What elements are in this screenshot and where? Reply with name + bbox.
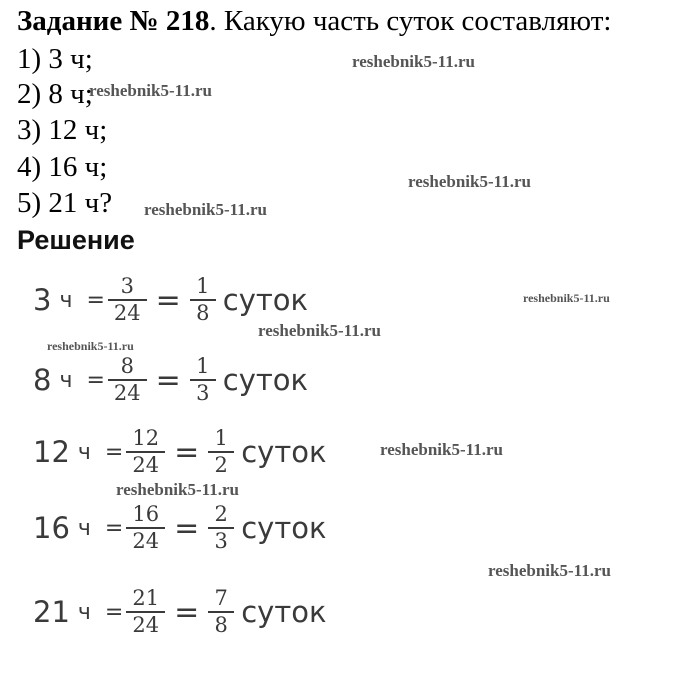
denominator: 8 [196, 301, 210, 325]
equals-sign: = [155, 362, 181, 398]
problem-item: 1) 3 ч; [17, 43, 93, 75]
watermark: reshebnik5-11.ru [116, 480, 239, 499]
hours-unit: ч [77, 515, 91, 541]
numerator: 1 [196, 274, 210, 298]
fraction [111, 355, 144, 405]
numerator: 1 [196, 354, 210, 378]
watermark: reshebnik5-11.ru [523, 291, 610, 305]
watermark: reshebnik5-11.ru [47, 339, 134, 353]
watermark: reshebnik5-11.ru [144, 200, 267, 219]
unit-word: суток [222, 363, 309, 397]
denominator: 3 [214, 529, 228, 553]
equals-sign: = [174, 594, 200, 630]
fraction [211, 587, 231, 637]
denominator: 2 [214, 453, 228, 477]
unit-word: суток [241, 435, 327, 469]
equals-sign: = [104, 439, 124, 465]
fraction [129, 427, 162, 477]
fraction [211, 503, 231, 553]
fraction [193, 355, 213, 405]
equation-row [33, 503, 326, 553]
equals-sign: = [104, 515, 124, 541]
denominator: 24 [113, 301, 141, 325]
equals-sign: = [104, 599, 124, 625]
fraction [129, 503, 162, 553]
hours-unit: ч [59, 287, 73, 313]
hours-unit: ч [77, 439, 91, 465]
denominator: 24 [132, 613, 160, 637]
hours-value: 16 [33, 511, 70, 545]
unit-word: суток [222, 283, 309, 317]
denominator: 8 [214, 613, 228, 637]
task-number: Задание № 218 [17, 5, 210, 37]
watermark: reshebnik5-11.ru [408, 172, 531, 191]
fraction [111, 275, 144, 325]
hours-value: 21 [33, 595, 70, 629]
equals-sign: = [174, 510, 200, 546]
numerator: 1 [214, 426, 228, 450]
watermark: reshebnik5-11.ru [488, 561, 611, 580]
equation-row [33, 355, 308, 405]
hours-unit: ч [77, 599, 91, 625]
hours-value: 8 [33, 363, 52, 397]
unit-word: суток [241, 595, 327, 629]
hours-value: 12 [33, 435, 70, 469]
numerator: 8 [120, 354, 134, 378]
problem-item: 2) 8 ч; [17, 78, 93, 110]
numerator: 16 [132, 502, 160, 526]
fraction [211, 427, 231, 477]
problem-item: 4) 16 ч; [17, 151, 108, 183]
denominator: 24 [132, 529, 160, 553]
numerator: 21 [132, 586, 160, 610]
problem-item: 3) 12 ч; [17, 114, 108, 146]
equals-sign: = [155, 282, 181, 318]
problem-item: 5) 21 ч? [17, 187, 113, 219]
watermark: reshebnik5-11.ru [380, 440, 503, 459]
equals-sign: = [86, 367, 105, 393]
numerator: 7 [214, 586, 228, 610]
denominator: 24 [132, 453, 160, 477]
fraction [129, 587, 162, 637]
numerator: 12 [132, 426, 160, 450]
equals-sign: = [174, 434, 200, 470]
fraction [193, 275, 213, 325]
hours-unit: ч [59, 367, 73, 393]
watermark: reshebnik5-11.ru [258, 321, 381, 340]
denominator: 24 [113, 381, 141, 405]
hours-value: 3 [33, 283, 52, 317]
equation-row [33, 427, 326, 477]
task-question: . Какую часть суток составляют: [209, 5, 612, 37]
numerator: 3 [120, 274, 134, 298]
unit-word: суток [241, 511, 327, 545]
equals-sign: = [86, 287, 105, 313]
equation-row [33, 587, 326, 637]
watermark: reshebnik5-11.ru [352, 52, 475, 71]
problem-title [17, 4, 611, 38]
equation-row [33, 275, 308, 325]
watermark: reshebnik5-11.ru [89, 81, 212, 100]
numerator: 2 [214, 502, 228, 526]
solution-heading: Решение [17, 225, 135, 255]
denominator: 3 [196, 381, 210, 405]
